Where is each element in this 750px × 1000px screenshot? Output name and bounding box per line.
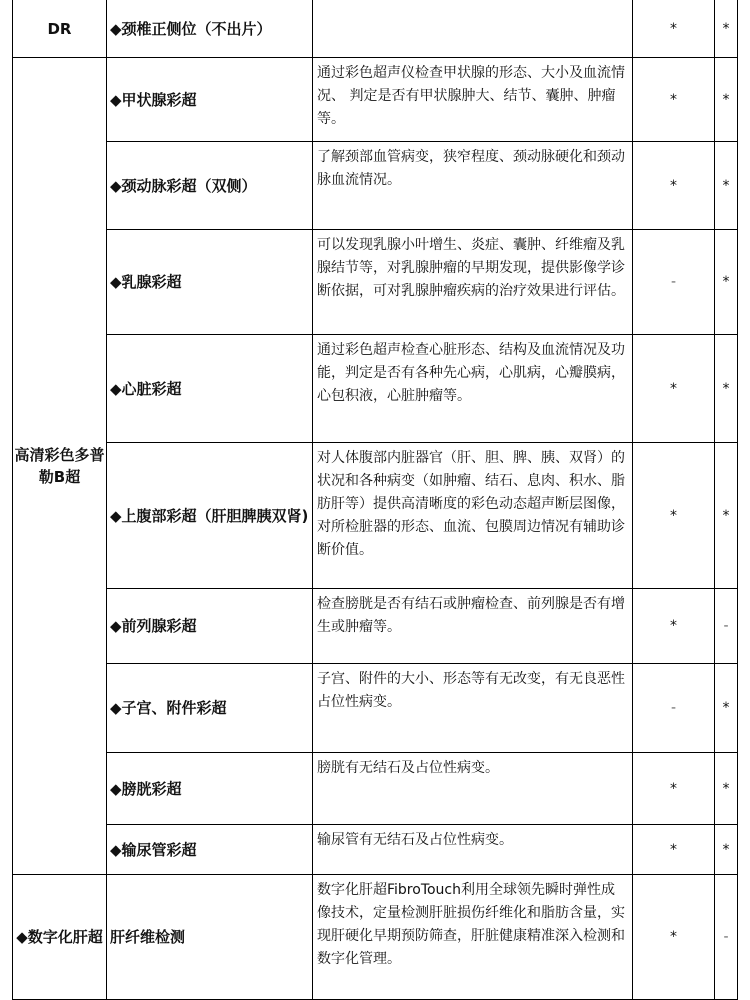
mark-col-1: * <box>633 0 715 58</box>
mark-col-1: - <box>633 230 715 335</box>
item-description: 检查膀胱是否有结石或肿瘤检查、前列腺是否有增生或肿瘤等。 <box>313 589 633 664</box>
item-name: ◆甲状腺彩超 <box>107 58 313 142</box>
item-description: 子宫、附件的大小、形态等有无改变，有无良恶性占位性病变。 <box>313 664 633 753</box>
item-description: 可以发现乳腺小叶增生、炎症、囊肿、纤维瘤及乳腺结节等，对乳腺肿瘤的早期发现，提供影像学诊断依据，可对乳腺肿瘤疾病的治疗效果进行评估。 <box>313 230 633 335</box>
item-name: ◆前列腺彩超 <box>107 589 313 664</box>
mark-col-2: * <box>715 664 738 753</box>
mark-col-2: * <box>715 753 738 825</box>
mark-col-1: * <box>633 443 715 589</box>
mark-col-2: * <box>715 142 738 230</box>
mark-col-1: * <box>633 335 715 443</box>
mark-col-1: * <box>633 825 715 875</box>
table-row <box>13 825 738 875</box>
item-name: ◆上腹部彩超（肝胆脾胰双肾) <box>107 443 313 589</box>
mark-col-2: * <box>715 335 738 443</box>
item-name: ◆乳腺彩超 <box>107 230 313 335</box>
table-row <box>13 589 738 664</box>
exam-table <box>12 0 738 1000</box>
mark-col-2: - <box>715 589 738 664</box>
table-row <box>13 142 738 230</box>
mark-col-2: - <box>715 875 738 1000</box>
table-row <box>13 230 738 335</box>
table-row <box>13 443 738 589</box>
item-description: 通过彩色超声仪检查甲状腺的形态、大小及血流情况、 判定是否有甲状腺肿大、结节、囊肿、肿瘤等。 <box>313 58 633 142</box>
table-row <box>13 335 738 443</box>
category-cell-liver: ◆数字化肝超 <box>13 875 107 1000</box>
item-description: 膀胱有无结石及占位性病变。 <box>313 753 633 825</box>
item-name: ◆颈动脉彩超（双侧） <box>107 142 313 230</box>
item-description: 通过彩色超声检查心脏形态、结构及血流情况及功能，判定是否有各种先心病，心肌病，心瓣膜病，心包积液，心脏肿瘤等。 <box>313 335 633 443</box>
table-row <box>13 0 738 58</box>
item-description: 输尿管有无结石及占位性病变。 <box>313 825 633 875</box>
mark-col-1: * <box>633 875 715 1000</box>
mark-col-1: * <box>633 142 715 230</box>
mark-col-1: * <box>633 589 715 664</box>
item-name: ◆子宫、附件彩超 <box>107 664 313 753</box>
mark-col-1: * <box>633 58 715 142</box>
table-row <box>13 664 738 753</box>
mark-col-2: * <box>715 443 738 589</box>
mark-col-2: * <box>715 58 738 142</box>
mark-col-2: * <box>715 825 738 875</box>
table-row <box>13 753 738 825</box>
item-description <box>313 0 633 58</box>
mark-col-2: * <box>715 0 738 58</box>
table-row <box>13 875 738 1000</box>
mark-col-1: * <box>633 753 715 825</box>
item-name: ◆心脏彩超 <box>107 335 313 443</box>
mark-col-1: - <box>633 664 715 753</box>
item-description: 了解颈部血管病变，狭窄程度、颈动脉硬化和颈动脉血流情况。 <box>313 142 633 230</box>
item-name: ◆膀胱彩超 <box>107 753 313 825</box>
table-row <box>13 58 738 142</box>
mark-col-2: * <box>715 230 738 335</box>
item-description: 对人体腹部内脏器官（肝、胆、脾、胰、双肾）的状况和各种病变（如肿瘤、结石、息肉、积水、脂肪肝等）提供高清晰度的彩色动态超声断层图像，对所检脏器的形态、血流、包膜周边情况有辅助诊断价值。 <box>313 443 633 589</box>
category-cell-dr: DR <box>13 0 107 58</box>
item-name: ◆输尿管彩超 <box>107 825 313 875</box>
item-name: 肝纤维检测 <box>107 875 313 1000</box>
category-cell-bmode: 高清彩色多普勒B超 <box>13 58 107 875</box>
item-description: 数字化肝超FibroTouch利用全球领先瞬时弹性成像技术，定量检测肝脏损伤纤维化和脂肪含量，实现肝硬化早期预防筛查，肝脏健康精准深入检测和数字化管理。 <box>313 875 633 1000</box>
item-name: ◆颈椎正侧位（不出片） <box>107 0 313 58</box>
